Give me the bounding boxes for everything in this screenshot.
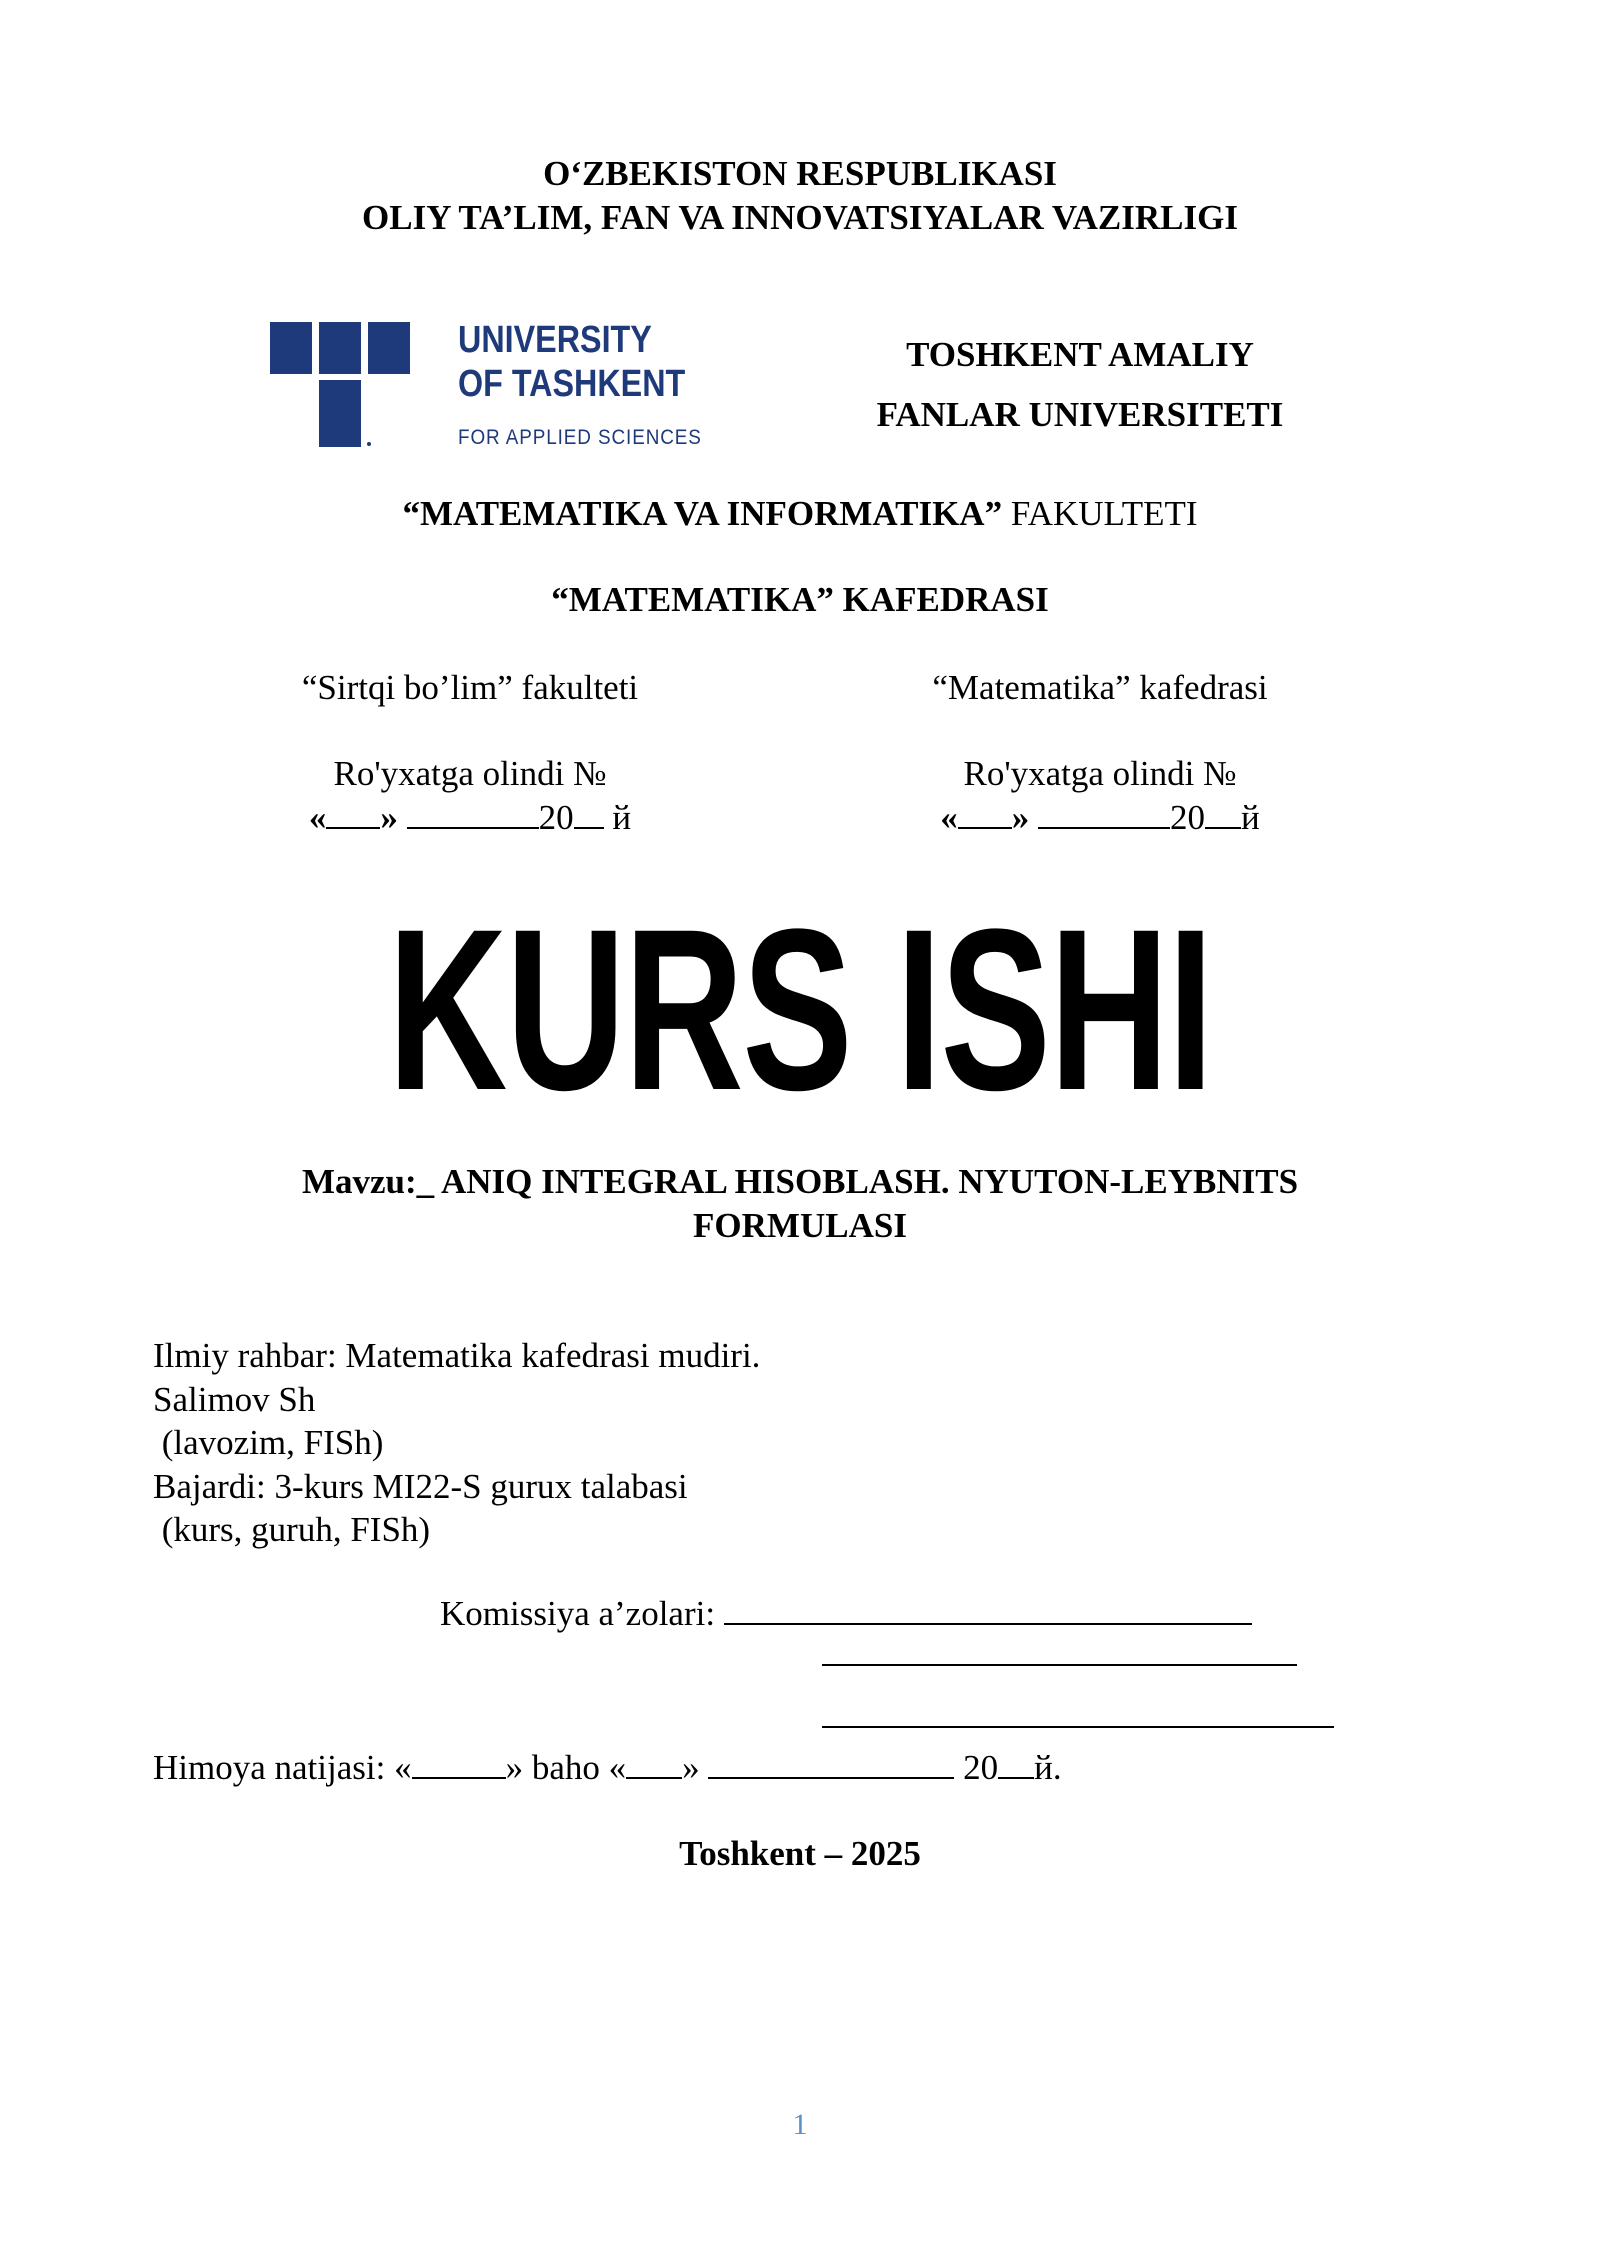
header-line-2: OLIY TA’LIM, FAN VA INNOVATSIYALAR VAZIRLIGI — [362, 198, 1238, 237]
topic-text: ANIQ INTEGRAL HISOBLASH. NYUTON-LEYBNITS FORMULASI — [434, 1162, 1299, 1245]
info-line-5: (kurs, guruh, FISh) — [153, 1510, 431, 1550]
logo-text-of-tashkent: OF TASHKENT — [458, 363, 686, 405]
right-date-open: « — [940, 798, 958, 837]
right-year-suffix: й — [1241, 798, 1260, 837]
university-line-1: TOSHKENT AMALIY — [906, 335, 1254, 374]
defense-result — [153, 1746, 1062, 1790]
faculty-line — [0, 492, 1600, 536]
info-line-3: (lavozim, FISh) — [153, 1423, 384, 1463]
defense-label: Himoya natijasi: « — [153, 1748, 412, 1787]
defense-month-blank — [708, 1747, 954, 1779]
left-month-blank — [407, 797, 539, 829]
left-year-blank — [574, 797, 604, 829]
right-day-blank — [958, 797, 1012, 829]
right-month-blank — [1038, 797, 1170, 829]
defense-grade-blank — [626, 1747, 682, 1779]
university-name — [820, 325, 1340, 445]
left-year-prefix: 20 — [538, 798, 574, 837]
ministry-header — [0, 152, 1600, 240]
defense-year: 20 — [954, 1748, 999, 1787]
defense-result-blank — [412, 1747, 506, 1779]
right-year-blank — [1205, 797, 1241, 829]
logo-text-university: UNIVERSITY — [458, 319, 652, 361]
left-date-close: » — [380, 798, 398, 837]
city-year: Toshkent – 2025 — [679, 1834, 921, 1873]
right-block-registered: Ro'yxatga olindi № — [963, 754, 1237, 793]
faculty-name: “MATEMATIKA VA INFORMATIKA” — [402, 494, 1003, 533]
defense-baho: » baho « — [505, 1748, 627, 1787]
author-info — [153, 1334, 1053, 1552]
left-day-blank — [326, 797, 380, 829]
right-block-date — [840, 796, 1360, 840]
left-block-title: “Sirtqi bo’lim” fakulteti — [301, 668, 639, 707]
logo-text-applied: FOR APPLIED SCIENCES — [458, 426, 702, 449]
topic — [220, 1160, 1380, 1248]
commission-label: Komissiya a’zolari: — [440, 1594, 724, 1633]
defense-end: й. — [1034, 1748, 1062, 1787]
university-line-2: FANLAR UNIVERSITETI — [876, 395, 1284, 434]
info-line-2: Salimov Sh — [153, 1379, 316, 1419]
left-year-suffix: й — [603, 798, 632, 837]
topic-label: Mavzu:_ — [301, 1162, 435, 1201]
university-logo — [270, 318, 700, 453]
commission-blank-1 — [724, 1593, 1252, 1625]
left-block-date — [210, 796, 730, 840]
info-line-4: Bajardi: 3-kurs MI22-S gurux talabasi — [153, 1466, 688, 1506]
commission-blank-3 — [822, 1726, 1334, 1728]
left-date-open: « — [308, 798, 327, 837]
right-year-prefix: 20 — [1170, 798, 1205, 837]
info-line-1: Ilmiy rahbar: Matematika kafedrasi mudiri. — [153, 1336, 761, 1375]
header-line-1: O‘ZBEKISTON RESPUBLIKASI — [543, 154, 1057, 193]
defense-year-blank — [998, 1747, 1034, 1779]
document-title: KURS ISHI — [387, 881, 1213, 1138]
left-block-registered: Ro'yxatga olindi № — [333, 754, 607, 793]
defense-close: » — [682, 1748, 709, 1787]
faculty-suffix: FAKULTETI — [1002, 494, 1198, 533]
commission-blank-2 — [822, 1664, 1297, 1666]
commission-line — [440, 1592, 1252, 1636]
right-date-close: » — [1011, 798, 1030, 837]
right-block-title: “Matematika” kafedrasi — [932, 668, 1268, 707]
department-line: “MATEMATIKA” KAFEDRASI — [551, 580, 1049, 619]
page-number: 1 — [792, 2108, 808, 2141]
